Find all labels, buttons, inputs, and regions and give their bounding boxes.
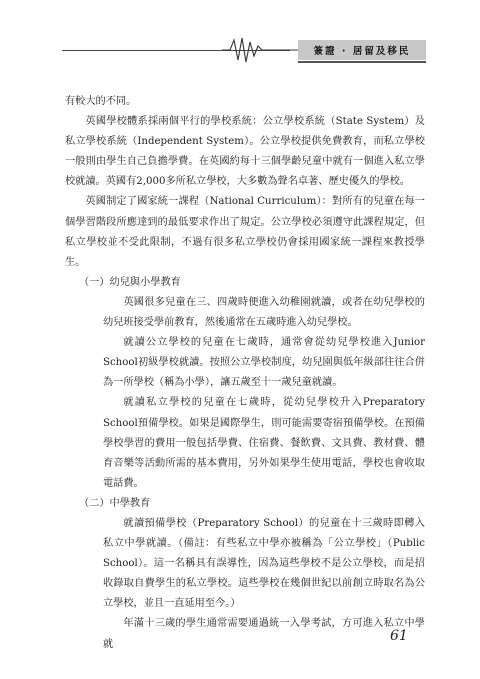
running-header: [0, 0, 480, 70]
paragraph-national-curriculum: 英國制定了國家統一課程（National Curriculum）：對所有的兒童在每一個學習階段所應達到的最低要求作出了規定。公立學校必須遵守此課程規定，但私立學校並不受此限制，不過有很多私立學校仍會採用國家統一課程來教授學生。: [65, 196, 425, 268]
heartbeat-wave-icon: [222, 34, 300, 68]
page-body: [65, 92, 425, 655]
paragraph-entrance-exam: 年滿十三歲的學生通常需要通過統一入學考試，方可進入私立中學就: [103, 618, 425, 650]
paragraph-preparatory-school: 就讀私立學校的兒童在七歲時，從幼兒學校升入Preparatory School預備學校。如果是國際學生，則可能需要寄宿預備學校。在預備學校學習的費用一般包括學費、住宿費、餐飲費、文具費、教材費、體育音樂等活動所需的基本費用，另外如果學生使用電話，學校也會收取電話費。: [103, 397, 425, 489]
header-title: 簽證 · 居留及移民: [298, 40, 426, 60]
section-heading-secondary: （二）中學教育: [79, 497, 151, 509]
paragraph-public-school-note: 就讀預備學校（Preparatory School）的兒童在十三歲時即轉入私立中學就讀。（備註：有些私立中學亦被稱為「公立學校」（Public School）。這一名稱具有誤導性，因為這些學校不是公立學校，而是招收錄取自費學生的私立學校。這些學校在幾個世紀以前創立時取名為公立學校，並且一直延用至今。）: [103, 517, 425, 610]
header-title-underline: [298, 61, 426, 63]
paragraph-school-systems: 英國學校體系採兩個平行的學校系統：公立學校系統（State System）及私立學校系統（Independent System）。公立學校提供免費教育，而私立學校一般則由學生自己負擔學費。在英國約每十三個學齡兒童中就有一個進入私立學校就讀。英國有2,000多所私立學校，大多數為聲名卓著、歷史優久的學校。: [65, 116, 425, 188]
section-heading-primary: （一）幼兒與小學教育: [79, 276, 181, 288]
paragraph-junior-school: 就讀公立學校的兒童在七歲時，通常會從幼兒學校進入Junior School初級學校就讀。按照公立學校制度，幼兒園與低年級部往往合併為一所學校（稱為小學），讓五歲至十一歲兒童就讀。: [103, 337, 425, 389]
page-number: 61: [390, 628, 408, 644]
paragraph-kindergarten: 英國很多兒童在三、四歲時便進入幼稚園就讀，或者在幼兒學校的幼兒班接受學前教育，然後通常在五歲時進入幼兒學校。: [103, 296, 425, 329]
paragraph-continuation: 有較大的不同。: [65, 96, 137, 107]
